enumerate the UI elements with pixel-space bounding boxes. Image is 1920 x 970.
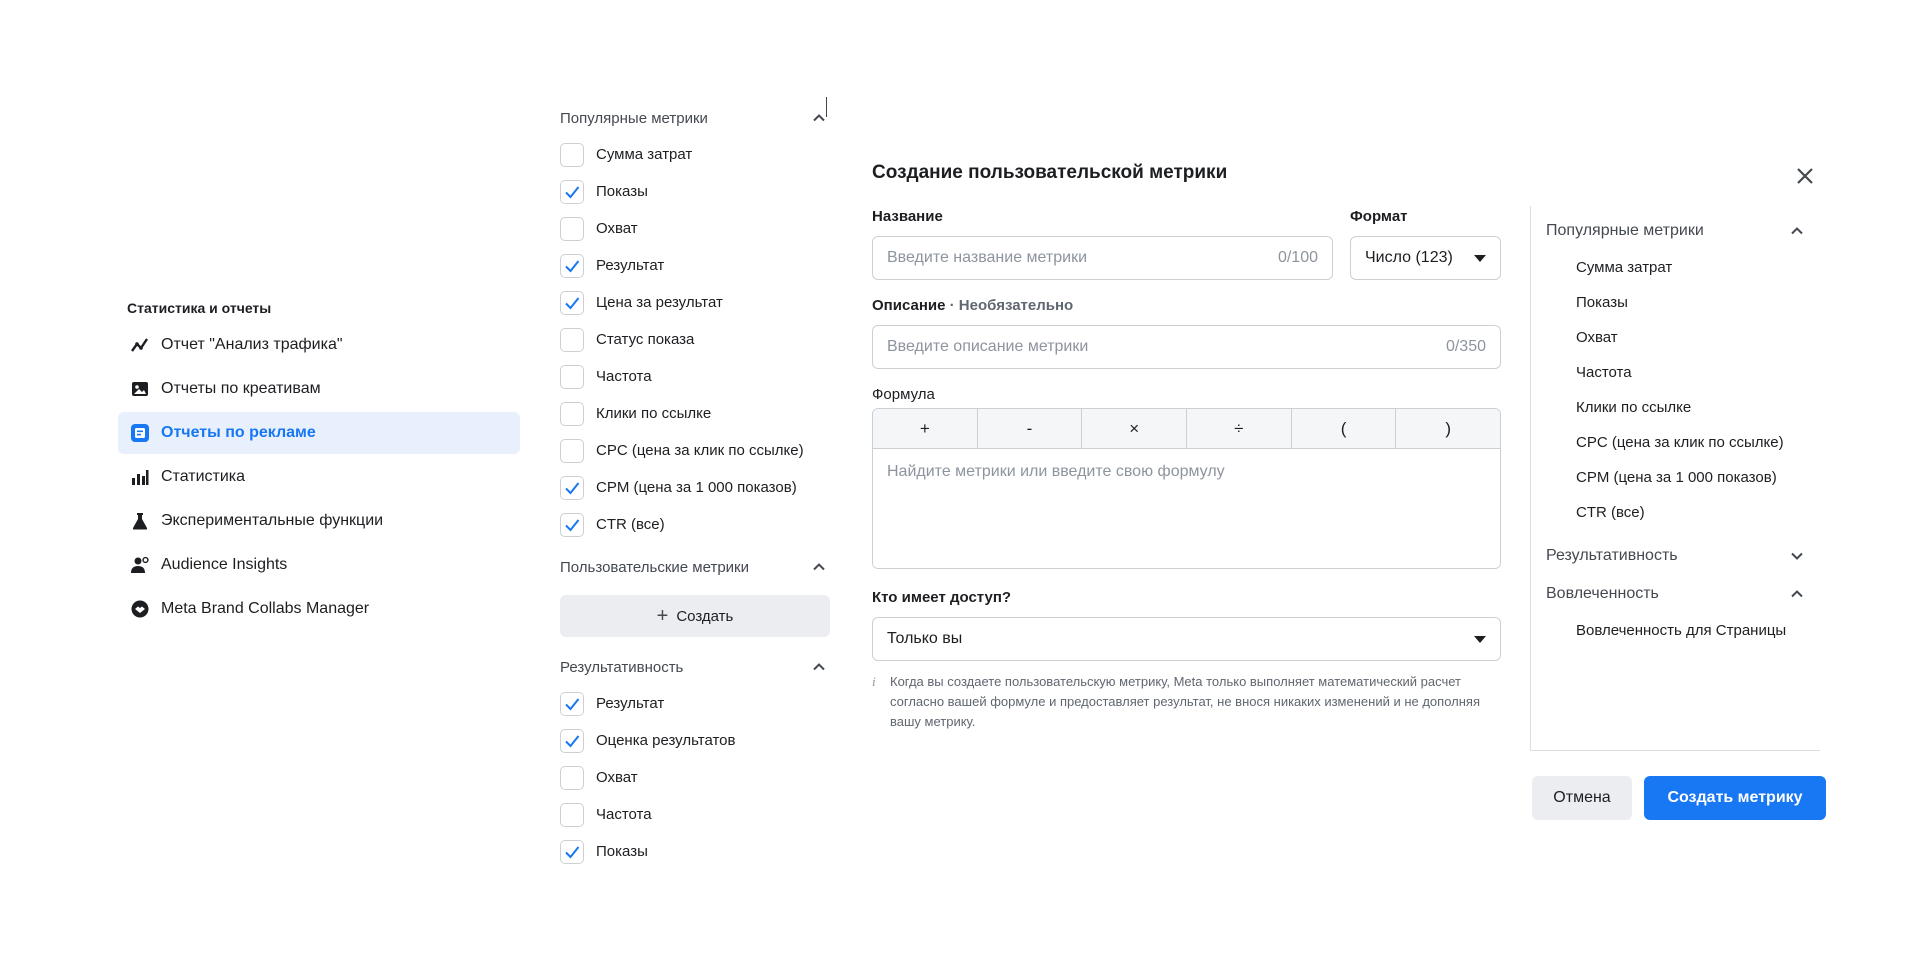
metric-checkbox-row[interactable] [560, 759, 830, 796]
rp-popular-list [1531, 257, 1820, 523]
checkbox[interactable] [560, 439, 584, 463]
description-counter: 0/350 [1445, 338, 1486, 355]
optional-label: · Необязательно [945, 297, 1074, 314]
metric-checkbox-row[interactable] [560, 833, 830, 870]
rp-performance-header[interactable] [1531, 537, 1820, 575]
metric-checkbox-row[interactable] [560, 685, 830, 722]
custom-metrics-header[interactable] [560, 549, 830, 585]
metric-label: Показы [596, 843, 648, 860]
name-input[interactable] [887, 249, 1278, 267]
checkmark-icon [563, 843, 581, 861]
nav-item-label: Meta Brand Collabs Manager [161, 600, 370, 617]
metric-list-item[interactable]: Вовлеченность для Страницы [1576, 622, 1787, 639]
metric-checkbox-row[interactable] [560, 395, 830, 432]
metric-checkbox-row[interactable] [560, 506, 830, 543]
operator-plus-button[interactable]: + [873, 409, 978, 448]
metrics-browser-panel [1530, 206, 1820, 751]
chevron-up-icon [1790, 224, 1804, 238]
checkbox-checked[interactable] [560, 180, 584, 204]
operator-minus-button[interactable]: - [978, 409, 1083, 448]
handshake-icon [127, 596, 153, 622]
metric-label: CPM (цена за 1 000 показов) [596, 479, 797, 496]
nav-item-label: Экспериментальные функции [161, 512, 384, 529]
formula-input[interactable] [873, 449, 1500, 569]
operator-open-paren-button[interactable]: ( [1292, 409, 1397, 448]
caret-down-icon [1474, 636, 1486, 643]
checkmark-icon [563, 695, 581, 713]
performance-metrics-list [560, 685, 830, 870]
metric-list-item[interactable]: Сумма затрат [1576, 259, 1673, 276]
metric-label: Оценка результатов [596, 732, 736, 749]
caret-down-icon [1474, 255, 1486, 262]
formula-label: Формула [872, 386, 935, 403]
checkmark-icon [563, 183, 581, 201]
nav-item-label: Отчеты по рекламе [161, 424, 316, 441]
checkbox-checked[interactable] [560, 729, 584, 753]
image-icon [127, 376, 153, 402]
chevron-up-icon [812, 111, 826, 125]
info-text: Когда вы создаете пользовательскую метрику, Meta только выполняет математический расчет согласно вашей формуле и предоставляет результат, не внося никаких изменений и не дополняя вашу метрику. [890, 674, 1480, 729]
metric-checkbox-row[interactable] [560, 796, 830, 833]
description-input[interactable] [887, 338, 1446, 356]
metric-label: Охват [596, 220, 638, 237]
plus-icon: + [656, 604, 669, 627]
checkbox[interactable] [560, 766, 584, 790]
nav-item-label: Статистика [161, 468, 246, 485]
nav-item-label: Audience Insights [161, 556, 288, 573]
description-label [872, 297, 1073, 314]
close-icon [1795, 166, 1815, 186]
nav-item-creative-reports[interactable] [118, 368, 520, 410]
nav-item-label: Отчеты по креативам [161, 380, 321, 397]
flask-icon [127, 508, 153, 534]
metric-label: Показы [596, 183, 648, 200]
section-title: Пользовательские метрики [560, 558, 749, 576]
metric-label: Охват [596, 769, 638, 786]
nav-item-ads-reports[interactable] [118, 412, 520, 454]
format-value: Число (123) [1365, 249, 1453, 266]
operator-multiply-button[interactable]: × [1082, 409, 1187, 448]
metric-label: Цена за результат [596, 294, 723, 311]
metric-checkbox-row[interactable] [560, 722, 830, 759]
name-label: Название [872, 208, 943, 225]
metric-checkbox-row[interactable] [560, 469, 830, 506]
operator-close-paren-button[interactable]: ) [1445, 418, 1452, 438]
audience-icon [127, 552, 153, 578]
create-metric-button[interactable]: Создать метрику [1644, 776, 1826, 820]
checkbox[interactable] [560, 365, 584, 389]
checkmark-icon [563, 516, 581, 534]
section-title: Популярные метрики [560, 109, 708, 127]
metric-checkbox-row[interactable] [560, 210, 830, 247]
operator-bar [873, 409, 1500, 449]
checkmark-icon [563, 294, 581, 312]
formula-editor [872, 408, 1501, 569]
metric-list-item[interactable]: CTR (все) [1576, 504, 1645, 521]
access-label: Кто имеет доступ? [872, 589, 1012, 606]
checkbox-checked[interactable] [560, 840, 584, 864]
rp-popular-header[interactable] [1531, 212, 1820, 250]
chevron-down-icon [1790, 549, 1804, 563]
checkbox-checked[interactable] [560, 254, 584, 278]
metric-label: CPC (цена за клик по ссылке) [596, 442, 804, 459]
section-title: Популярные метрики [1546, 222, 1704, 239]
metric-checkbox-row[interactable] [560, 358, 830, 395]
operator-divide-button[interactable]: ÷ [1187, 409, 1292, 448]
checkbox-checked[interactable] [560, 291, 584, 315]
description-field[interactable] [872, 325, 1501, 369]
checkbox-checked[interactable] [560, 476, 584, 500]
checkbox[interactable] [560, 328, 584, 352]
dialog-title: Создание пользовательской метрики [872, 162, 1228, 183]
metric-checkbox-row[interactable] [560, 173, 830, 210]
chevron-up-icon [812, 560, 826, 574]
popular-metrics-header[interactable] [560, 100, 830, 136]
metric-checkbox-row[interactable] [560, 136, 830, 173]
chevron-up-icon [1790, 587, 1804, 601]
name-counter: 0/100 [1277, 249, 1318, 266]
bar-chart-icon [127, 464, 153, 490]
nav-item-audience-insights[interactable] [118, 544, 520, 586]
metric-list-item[interactable]: Охват [1576, 329, 1618, 346]
checkbox[interactable] [560, 217, 584, 241]
format-label: Формат [1350, 208, 1408, 225]
checkmark-icon [563, 479, 581, 497]
metric-label: CTR (все) [596, 516, 665, 533]
cancel-button[interactable]: Отмена [1532, 776, 1632, 820]
checkmark-icon [563, 732, 581, 750]
traffic-analysis-icon [127, 332, 153, 358]
metric-label: Сумма затрат [596, 146, 693, 163]
nav-item-statistics[interactable] [118, 456, 520, 498]
checkbox-checked[interactable] [560, 513, 584, 537]
chevron-up-icon [812, 660, 826, 674]
format-select[interactable] [1350, 236, 1501, 280]
checkmark-icon [563, 257, 581, 275]
name-field[interactable] [872, 236, 1333, 280]
checkbox[interactable] [560, 143, 584, 167]
rp-engagement-header[interactable] [1531, 575, 1820, 613]
metric-list-item[interactable]: Клики по ссылке [1576, 399, 1692, 416]
access-value: Только вы [887, 630, 963, 647]
metric-checkbox-row[interactable] [560, 247, 830, 284]
nav-item-traffic-analysis[interactable] [118, 324, 520, 366]
metrics-panel [560, 100, 830, 870]
access-select[interactable] [872, 617, 1501, 661]
checkbox[interactable] [560, 402, 584, 426]
metric-list-item[interactable]: CPM (цена за 1 000 показов) [1576, 469, 1777, 486]
section-title: Вовлеченность [1546, 585, 1659, 602]
metric-label: Статус показа [596, 331, 695, 348]
nav-heading: Статистика и отчеты [127, 300, 272, 316]
metric-list-item[interactable]: Показы [1576, 294, 1628, 311]
popular-metrics-list [560, 136, 830, 543]
section-title: Результативность [1546, 547, 1678, 564]
metric-list-item[interactable]: Частота [1576, 364, 1632, 381]
metric-label: Частота [596, 806, 652, 823]
create-label: Создать [676, 607, 734, 625]
checkbox[interactable] [560, 803, 584, 827]
info-icon: i [872, 674, 876, 689]
close-button[interactable] [1791, 162, 1819, 190]
nav-item-label: Отчет "Анализ трафика" [161, 336, 343, 353]
metric-checkbox-row[interactable] [560, 284, 830, 321]
metric-checkbox-row[interactable] [560, 432, 830, 469]
info-note [872, 672, 1501, 732]
nav-item-experimental[interactable] [118, 500, 520, 542]
ads-report-icon [127, 420, 153, 446]
reports-nav [118, 300, 520, 632]
performance-header[interactable] [560, 649, 830, 685]
metric-label: Клики по ссылке [596, 405, 712, 422]
metric-list-item[interactable]: CPC (цена за клик по ссылке) [1576, 434, 1784, 451]
nav-item-brand-collabs[interactable] [118, 588, 520, 630]
metric-label: Результат [596, 257, 665, 274]
metric-checkbox-row[interactable] [560, 321, 830, 358]
create-custom-metric-button[interactable] [560, 595, 830, 637]
rp-engagement-list [1531, 620, 1820, 641]
metric-label: Результат [596, 695, 665, 712]
section-title: Результативность [560, 658, 684, 676]
checkbox-checked[interactable] [560, 692, 584, 716]
custom-metric-dialog [860, 140, 1820, 830]
metric-label: Частота [596, 368, 652, 385]
description-label-text: Описание [872, 297, 946, 314]
